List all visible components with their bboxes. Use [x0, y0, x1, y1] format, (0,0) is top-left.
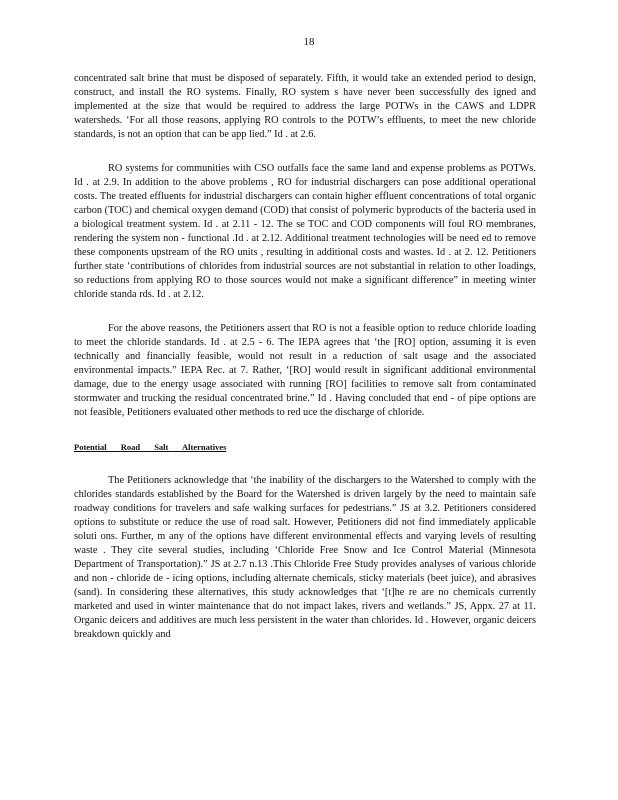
section-heading: Potential Road Salt Alternatives — [74, 442, 227, 452]
paragraph-1: concentrated salt brine that must be disposed of separately. Fifth, it would take an extended period to design, construct, and install the RO systems. Finally, RO system s have never been successfully des igned and implemented at the size that would be required to address the large POTWs in the CAWS and LDPR watersheds. ‘For all those reasons, applying RO controls to the POTW’s effluents, to meet the new chloride standards, is not an option that can be app lied.” Id . at 2.6. — [74, 73, 536, 140]
body-text — [74, 72, 536, 662]
paragraph-4: The Petitioners acknowledge that ‘the inability of the dischargers to the Watershed to comply with the chlorides standards established by the Board for the Watershed is driven largely by the need to maintain safe roadway conditions for travelers and safe walking surfaces for pedestrians.” JS at 3.2. Petitioners considered options to substitute or reduce the use of road salt. However, Petitioners did not find immediately applicable soluti ons. Further, m any of the options have different environmental effects and varying levels of resulting waste . They cite several studies, including ‘Chloride Free Snow and Ice Control Material (Minnesota Department of Transportation).” JS at 2.7 n.13 .This Chloride Free Study provides analyses of various chloride and non - chloride de - icing options, including alternate chemicals, sticky materials (beet juice), and abrasives (sand). In considering these alternatives, this study acknowledges that ‘[t]he re are no chemicals currently marketed and used in winter maintenance that do not impact lakes, rivers and wetlands.” JS, Appx. 27 at 11. Organic deicers and additives are much less persistent in the water than chlorides. Id . However, organic deicers breakdown quickly and — [74, 475, 536, 640]
paragraph-3: For the above reasons, the Petitioners assert that RO is not a feasible option to reduce chloride loading to meet the chloride standards. Id . at 2.5 - 6. The IEPA agrees that ‘the [RO] option, assuming it is even technically and financially feasible, would not result in a reduction of salt usage and the associated environmental impacts.” IEPA Rec. at 7. Rather, ‘[RO] would result in significant additional environmental damage, due to the energy usage associated with running [RO] facilities to remove salt from contaminated stormwater and trucking the residual concentrated brine.” Id . Having concluded that end - of pipe options are not feasible, Petitioners evaluated other methods to red uce the discharge of chloride. — [74, 323, 536, 418]
page-number: 18 — [303, 36, 315, 48]
paragraph-2: RO systems for communities with CSO outfalls face the same land and expense problems as POTWs. Id . at 2.9. In addition to the above problems , RO for industrial dischargers can pose additional operational costs. The treated effluents for industrial dischargers can contain higher effluent concentrations of total organic carbon (TOC) and chemical oxygen demand (COD) that consist of polymeric byproducts of the bacteria used in a biological treatment system. Id . at 2.11 - 12. The se TOC and COD components will foul RO membranes, rendering the system non - functional .Id . at 2.12. Additional treatment technologies will be need ed to remove these components upstream of the RO units , resulting in additional costs and wastes. Id . at 2. 12. Petitioners further state ‘contributions of chlorides from industrial sources are not substantial in relation to other loadings, so reductions from applying RO to those sources would not make a significant difference” in meeting winter chloride standa rds. Id . at 2.12. — [74, 163, 536, 300]
